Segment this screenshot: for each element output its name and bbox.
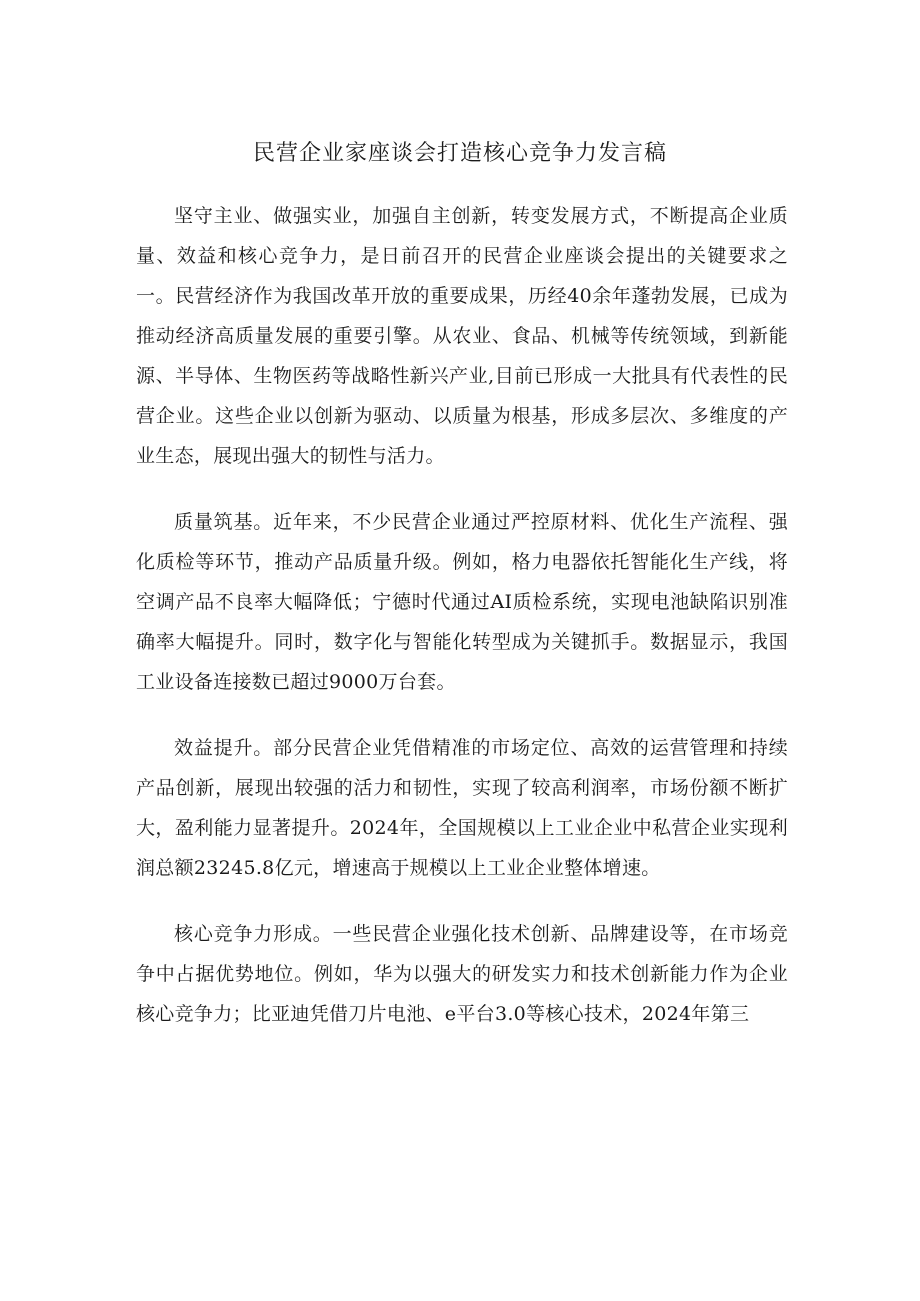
paragraph-quality: 质量筑基。近年来，不少民营企业通过严控原材料、优化生产流程、强化质检等环节，推动产品质量升级。例如，格力电器依托智能化生产线，将空调产品不良率大幅降低；宁德时代通过AI质检系统，实现电池缺陷识别准确率大幅提升。同时，数字化与智能化转型成为关键抓手。数据显示，我国工业设备连接数已超过9000万台套。: [136, 511, 788, 693]
paragraph-competitiveness: 核心竞争力形成。一些民营企业强化技术创新、品牌建设等，在市场竞争中占据优势地位。例如，华为以强大的研发实力和技术创新能力作为企业核心竞争力；比亚迪凭借刀片电池、e平台3.0等核心技术，2024年第三: [136, 923, 788, 1025]
paragraph-intro: 坚守主业、做强实业，加强自主创新，转变发展方式，不断提高企业质量、效益和核心竞争力，是日前召开的民营企业座谈会提出的关键要求之一。民营经济作为我国改革开放的重要成果，历经40余年蓬勃发展，已成为推动经济高质量发展的重要引擎。从农业、食品、机械等传统领域，到新能源、半导体、生物医药等战略性新兴产业,目前已形成一大批具有代表性的民营企业。这些企业以创新为驱动、以质量为根基，形成多层次、多维度的产业生态，展现出强大的韧性与活力。: [136, 205, 788, 467]
document-body: [136, 196, 788, 1060]
document-title: 民营企业家座谈会打造核心竞争力发言稿: [252, 141, 667, 166]
paragraph-efficiency: 效益提升。部分民营企业凭借精准的市场定位、高效的运营管理和持续产品创新，展现出较强的活力和韧性，实现了较高利润率，市场份额不断扩大，盈利能力显著提升。2024年，全国规模以上工业企业中私营企业实现利润总额23245.8亿元，增速高于规模以上工业企业整体增速。: [136, 737, 788, 879]
